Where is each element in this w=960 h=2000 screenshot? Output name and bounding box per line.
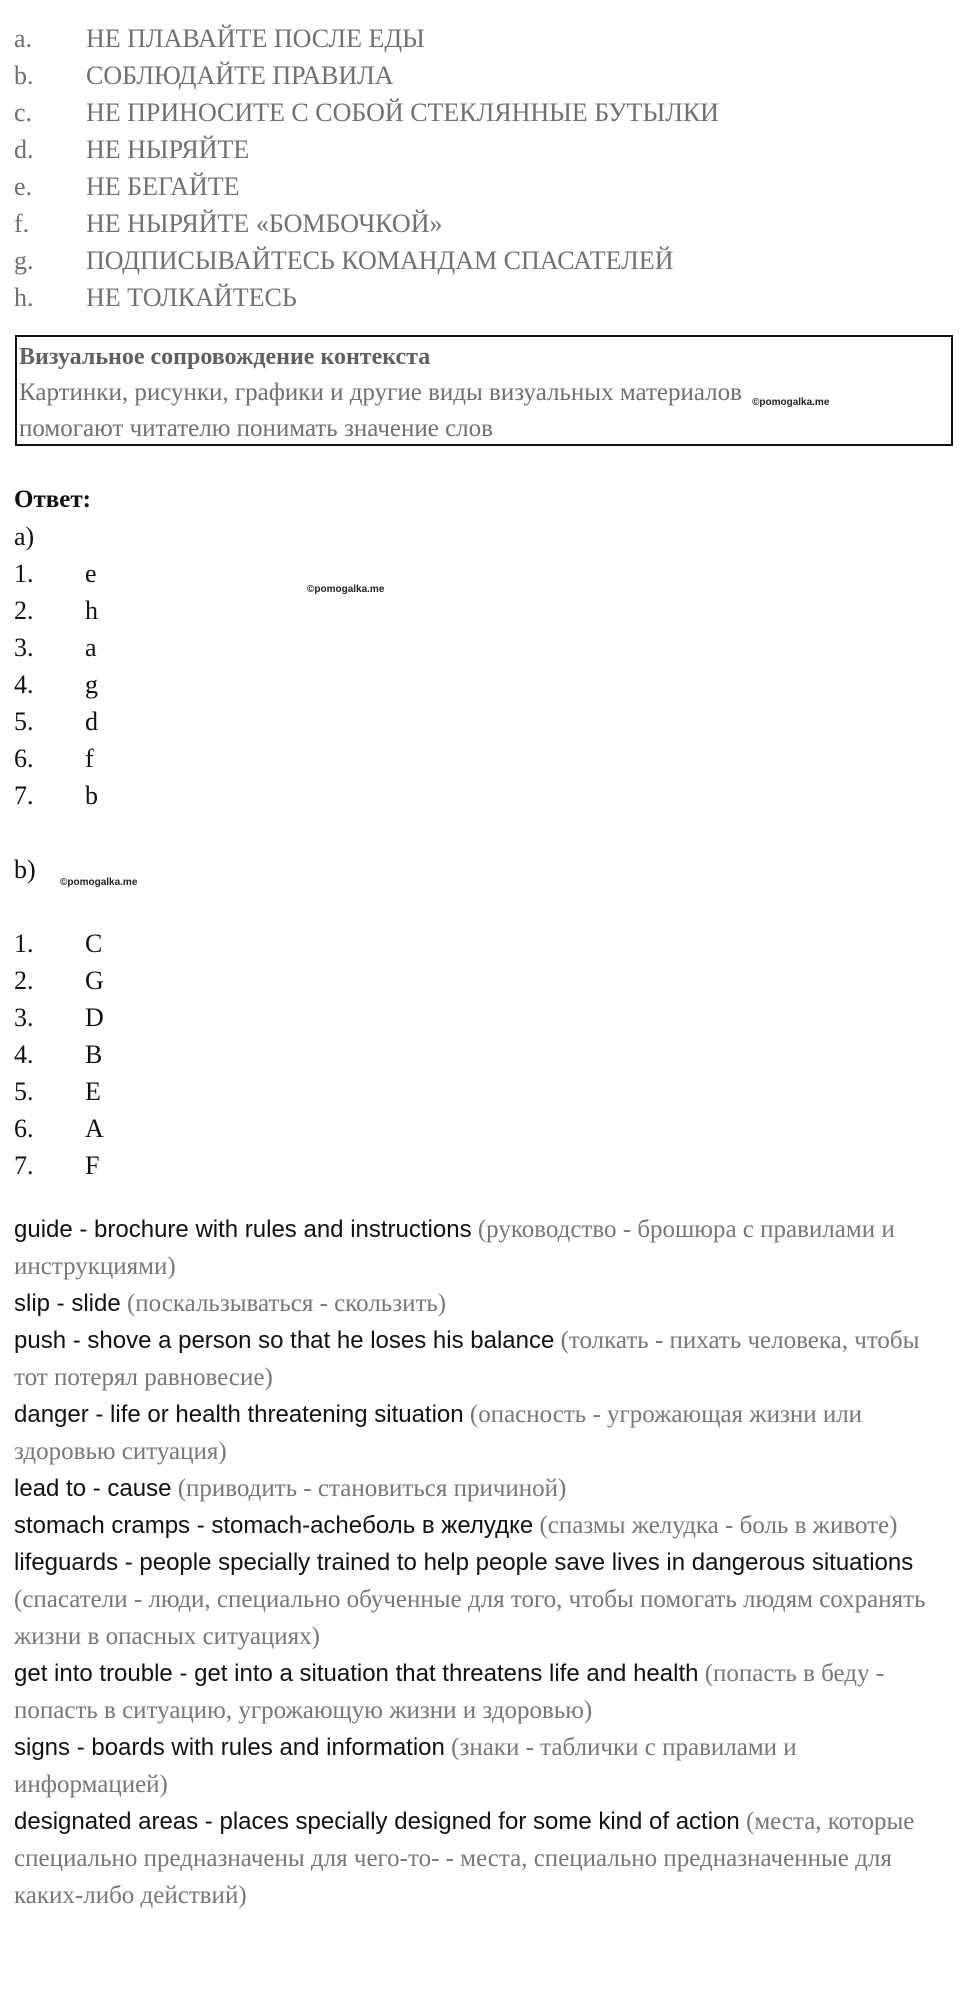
list-item	[14, 666, 944, 703]
item-number: 4.	[14, 1040, 34, 1069]
vocab-entry	[14, 1211, 944, 1285]
part-b-label: b)	[14, 855, 36, 884]
vocab-english: guide - brochure with rules and instructions	[14, 1216, 472, 1243]
vocab-russian: (места, которые специально предназначены для чего-то- - места, специально предназначенные для каких-либо действий)	[14, 1808, 915, 1909]
answer-title: Ответ:	[14, 486, 91, 513]
rule-letter: f.	[14, 209, 30, 238]
vocab-english: signs - boards with rules and information	[14, 1734, 445, 1761]
item-number: 3.	[14, 1003, 34, 1032]
rule-item	[14, 242, 944, 279]
vocab-english: lifeguards - people specially trained to help people save lives in dangerous situations	[14, 1549, 914, 1576]
rule-letter: e.	[14, 172, 33, 201]
vocab-russian: (знаки - таблички с правилами и информацией)	[14, 1734, 797, 1798]
item-value: F	[85, 1151, 100, 1180]
list-item	[14, 1147, 944, 1184]
rule-text: НЕ НЫРЯЙТЕ	[86, 135, 250, 164]
rule-text: НЕ БЕГАЙТЕ	[86, 172, 240, 201]
vocab-entry	[14, 1396, 944, 1470]
list-item	[14, 925, 944, 962]
context-note-box	[15, 335, 953, 446]
item-value: g	[85, 670, 98, 699]
note-line-1: Картинки, рисунки, графики и другие виды визуальных материалов	[19, 379, 742, 406]
rule-letter: b.	[14, 61, 34, 90]
rules-list	[14, 20, 944, 316]
item-value: h	[85, 596, 98, 625]
list-item	[14, 740, 944, 777]
vocab-entry	[14, 1285, 944, 1322]
rule-text: СОБЛЮДАЙТЕ ПРАВИЛА	[86, 61, 394, 90]
list-item	[14, 592, 944, 629]
rule-text: НЕ ТОЛКАЙТЕСЬ	[86, 283, 297, 312]
list-item	[14, 1036, 944, 1073]
item-number: 5.	[14, 1077, 34, 1106]
vocab-russian: (опасность - угрожающая жизни или здоровью ситуация)	[14, 1401, 863, 1465]
item-value: C	[85, 929, 103, 958]
rule-text: НЕ ПРИНОСИТЕ С СОБОЙ СТЕКЛЯННЫЕ БУТЫЛКИ	[86, 98, 719, 127]
watermark: ©pomogalka.me	[60, 877, 138, 888]
part-a-list	[14, 555, 944, 814]
rule-letter: c.	[14, 98, 33, 127]
item-value: e	[85, 559, 97, 588]
item-number: 2.	[14, 596, 34, 625]
note-body	[19, 375, 919, 447]
rule-item	[14, 279, 944, 316]
vocab-entry	[14, 1470, 944, 1507]
document-page	[14, 20, 944, 1914]
item-number: 2.	[14, 966, 34, 995]
vocab-russian: (руководство - брошюра с правилами и инструкциями)	[14, 1216, 895, 1280]
watermark: ©pomogalka.me	[752, 397, 830, 408]
rule-item	[14, 131, 944, 168]
item-number: 5.	[14, 707, 34, 736]
vocab-english: danger - life or health threatening situation	[14, 1401, 464, 1428]
item-number: 3.	[14, 633, 34, 662]
rule-item	[14, 20, 944, 57]
item-number: 7.	[14, 781, 34, 810]
vocab-russian: (поскальзываться - скользить)	[126, 1290, 447, 1317]
vocab-english: designated areas - places specially designed for some kind of action	[14, 1808, 740, 1835]
list-item	[14, 777, 944, 814]
item-value: a	[85, 633, 97, 662]
rule-text: ПОДПИСЫВАЙТЕСЬ КОМАНДАМ СПАСАТЕЛЕЙ	[86, 246, 674, 275]
vocab-english: push - shove a person so that he loses his balance	[14, 1327, 555, 1354]
note-title: Визуальное сопровождение контекста	[19, 344, 431, 370]
rule-item	[14, 168, 944, 205]
item-number: 1.	[14, 559, 34, 588]
vocab-russian: (приводить - становиться причиной)	[177, 1475, 567, 1502]
item-number: 7.	[14, 1151, 34, 1180]
rule-text: НЕ ПЛАВАЙТЕ ПОСЛЕ ЕДЫ	[86, 24, 425, 53]
list-item	[14, 999, 944, 1036]
vocab-entry	[14, 1729, 944, 1803]
item-number: 4.	[14, 670, 34, 699]
vocab-russian: (спазмы желудка - боль в животе)	[539, 1512, 898, 1539]
vocab-russian: (спасатели - люди, специально обученные для того, чтобы помогать людям сохранять жизни в опасных ситуациях)	[14, 1586, 926, 1650]
list-item	[14, 962, 944, 999]
list-item	[14, 555, 944, 592]
item-value: b	[85, 781, 98, 810]
answer-part-a	[14, 518, 944, 814]
vocab-english: get into trouble - get into a situation that threatens life and health	[14, 1660, 699, 1687]
vocabulary-list	[14, 1211, 944, 1914]
item-number: 1.	[14, 929, 34, 958]
rule-item	[14, 94, 944, 131]
list-item	[14, 703, 944, 740]
item-number: 6.	[14, 744, 34, 773]
item-value: d	[85, 707, 98, 736]
vocab-entry	[14, 1655, 944, 1729]
rule-letter: h.	[14, 283, 34, 312]
rule-item	[14, 57, 944, 94]
vocab-entry	[14, 1507, 944, 1544]
vocab-entry	[14, 1803, 944, 1914]
vocab-english: slip - slide	[14, 1290, 121, 1317]
item-value: B	[85, 1040, 103, 1069]
item-value: A	[85, 1114, 104, 1143]
list-item	[14, 1110, 944, 1147]
rule-letter: d.	[14, 135, 34, 164]
item-value: f	[85, 744, 94, 773]
part-a-label: a)	[14, 522, 35, 551]
part-b-list	[14, 925, 944, 1184]
watermark: ©pomogalka.me	[307, 584, 385, 595]
vocab-english: stomach cramps - stomach-acheболь в желудке	[14, 1512, 534, 1539]
list-item	[14, 1073, 944, 1110]
list-item	[14, 629, 944, 666]
item-value: G	[85, 966, 104, 995]
rule-item	[14, 205, 944, 242]
rule-text: НЕ НЫРЯЙТЕ «БОМБОЧКОЙ»	[86, 209, 443, 238]
item-number: 6.	[14, 1114, 34, 1143]
rule-letter: a.	[14, 24, 33, 53]
vocab-entry	[14, 1544, 944, 1655]
item-value: E	[85, 1077, 101, 1106]
vocab-russian: (толкать - пихать человека, чтобы тот потерял равновесие)	[14, 1327, 920, 1391]
note-line-2: помогают читателю понимать значение слов	[19, 415, 493, 442]
vocab-russian: (попасть в беду - попасть в ситуацию, угрожающую жизни и здоровью)	[14, 1660, 885, 1724]
vocab-english: lead to - cause	[14, 1475, 172, 1502]
item-value: D	[85, 1003, 104, 1032]
rule-letter: g.	[14, 246, 34, 275]
answer-part-b	[14, 851, 944, 1184]
vocab-entry	[14, 1322, 944, 1396]
